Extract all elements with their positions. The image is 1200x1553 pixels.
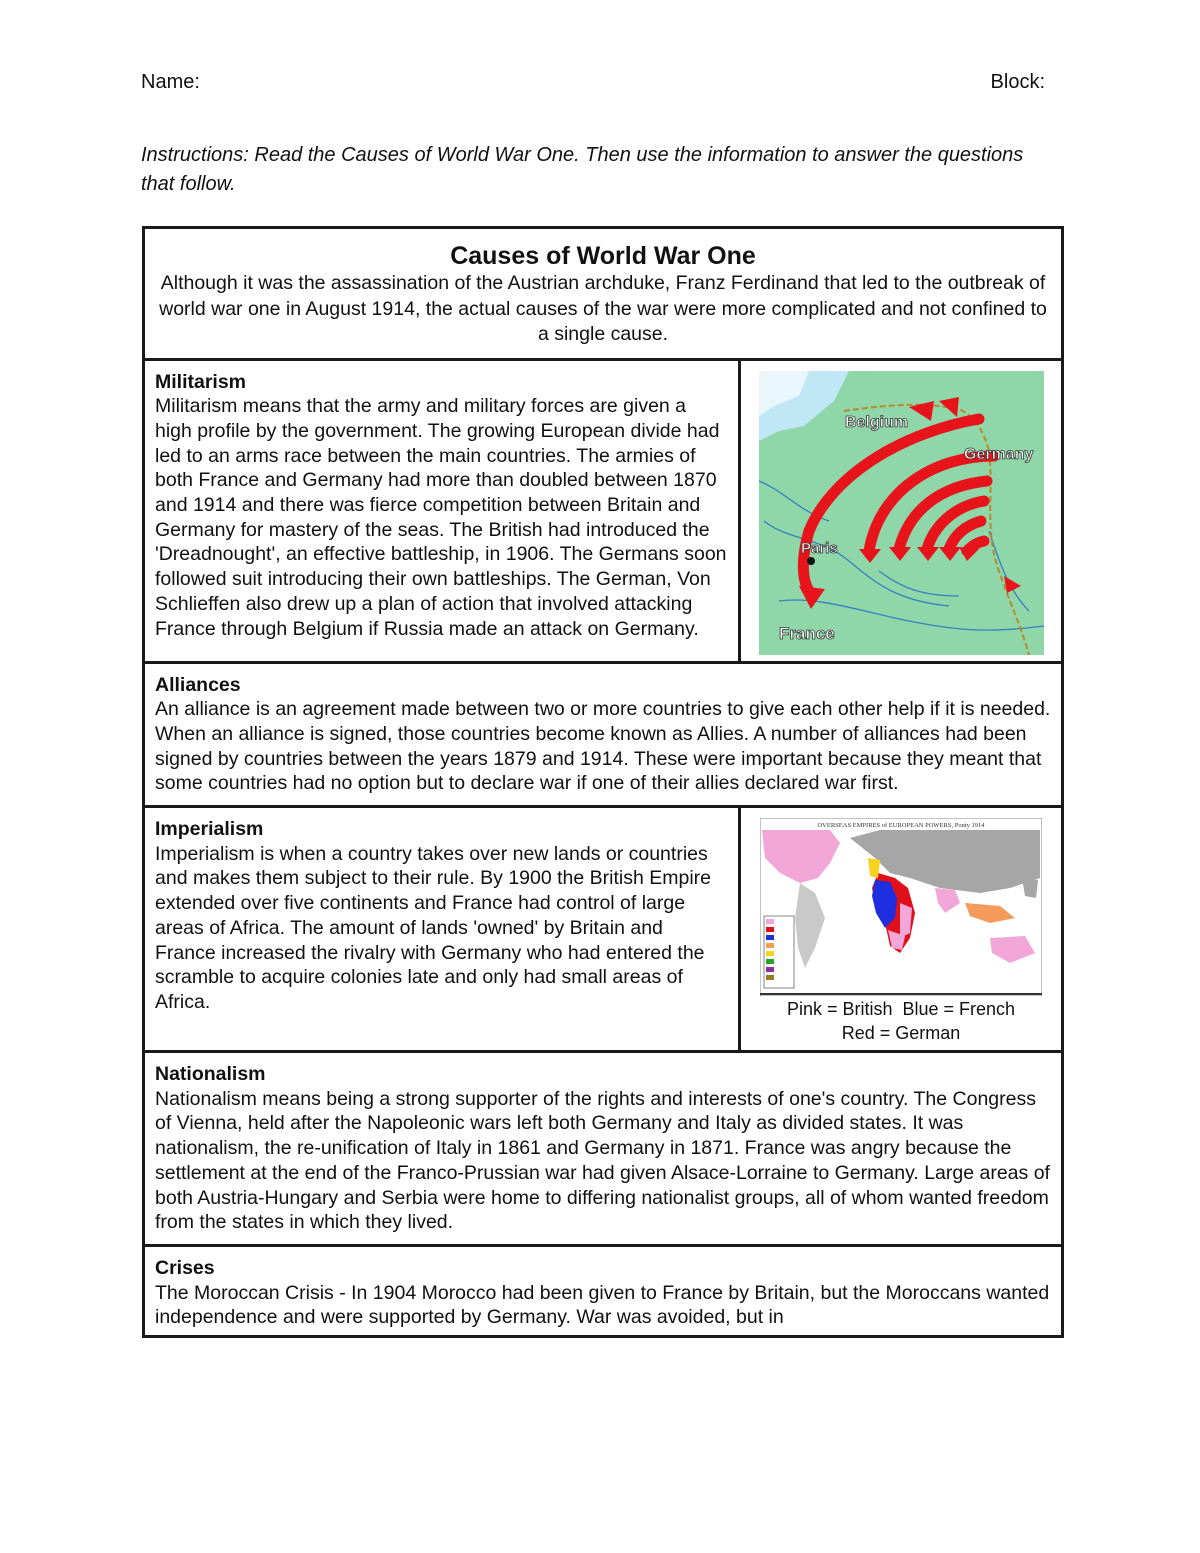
map-label-paris: Paris	[800, 539, 838, 557]
imperialism-heading: Imperialism	[155, 818, 264, 841]
imperialism-row	[144, 807, 1063, 1052]
nationalism-text: Nationalism means being a strong supporter of the rights and interests of one's country. The Congress of Vienna, held after the Napoleonic wars left both Germany and Italy as divided states. It was nationalism, the re-unification of Italy in 1861 and Germany in 1871. France was angry because the settlement at the end of the Franco-Prussian war had given Alsace-Lorraine to Germany. Large areas of both Austria-Hungary and Serbia were home to differing nationalist groups, all of whom wanted freedom from the states in which they lived.	[155, 1087, 1050, 1234]
crises-cell	[144, 1245, 1063, 1336]
intro-text: Although it was the assassination of the Austrian archduke, Franz Ferdinand that led to the outbreak of world war one in August 1914, the actual causes of the war were more complicated and not confined to a single cause.	[159, 272, 1047, 345]
block-label: Block:	[990, 71, 1045, 93]
nationalism-cell	[144, 1052, 1063, 1246]
map-label-belgium: Belgium	[844, 413, 908, 431]
militarism-text: Militarism means that the army and military forces are given a high profile by the government. The growing European divide had led to an arms race between the main countries. The armies of both France and Germany had more than doubled between 1870 and 1914 and there was fierce competition between Britain and Germany for mastery of the seas. The British had introduced the 'Dreadnought', an effective battleship, in 1906. The Germans soon followed suit introducing their own battleships. The German, Von Schlieffen also drew up a plan of action that involved attacking France through Belgium if Russia made an attack on Germany.	[155, 395, 727, 640]
schlieffen-map-cell	[740, 359, 1063, 662]
map-label-france: France	[778, 623, 835, 643]
empires-caption-line1: Pink = British Blue = French	[786, 999, 1016, 1020]
crises-row	[144, 1245, 1063, 1336]
alliances-cell	[144, 662, 1063, 807]
page-title: Causes of World War One	[450, 242, 756, 270]
schlieffen-map	[759, 371, 1044, 655]
empires-map-header: OVERSEAS EMPIRES of EUROPEAN POWERS, Ponty 1914	[817, 822, 985, 830]
crises-heading: Crises	[155, 1256, 215, 1279]
causes-table	[142, 226, 1064, 1338]
militarism-heading: Militarism	[155, 370, 247, 393]
intro-cell	[144, 228, 1063, 360]
alliances-heading: Alliances	[155, 673, 241, 696]
nationalism-heading: Nationalism	[155, 1063, 266, 1086]
imperialism-text: Imperialism is when a country takes over new lands or countries and makes them subject to their rule. By 1900 the British Empire extended over five continents and France had control of large areas of Africa. The amount of lands 'owned' by Britain and France increased the rivalry with Germany who had entered the scramble to acquire colonies late and only had small areas of Africa.	[155, 842, 712, 1013]
alliances-row	[144, 662, 1063, 807]
empires-map	[760, 818, 1042, 996]
alliances-text: An alliance is an agreement made between two or more countries to give each other help if it is needed. When an alliance is signed, those countries become known as Allies. A number of alliances had been signed by countries between the years 1879 and 1914. These were important because they meant that some countries had no option but to declare war if one of their allies declared war first.	[155, 698, 1051, 795]
empires-map-cell	[740, 807, 1063, 1052]
militarism-row	[144, 359, 1063, 662]
militarism-cell	[144, 359, 740, 662]
crises-text: The Moroccan Crisis - In 1904 Morocco had been given to France by Britain, but the Moroccans wanted independence and were supported by Germany. War was avoided, but in	[155, 1281, 1050, 1329]
empires-caption-line2: Red = German	[841, 1023, 961, 1044]
nationalism-row	[144, 1052, 1063, 1246]
name-label: Name:	[141, 71, 200, 93]
intro-row	[144, 228, 1063, 360]
map-label-germany: Germany	[963, 445, 1033, 463]
imperialism-cell	[144, 807, 740, 1052]
instructions: Instructions: Read the Causes of World War One. Then use the information to answer the questions that follow.	[141, 144, 1024, 195]
